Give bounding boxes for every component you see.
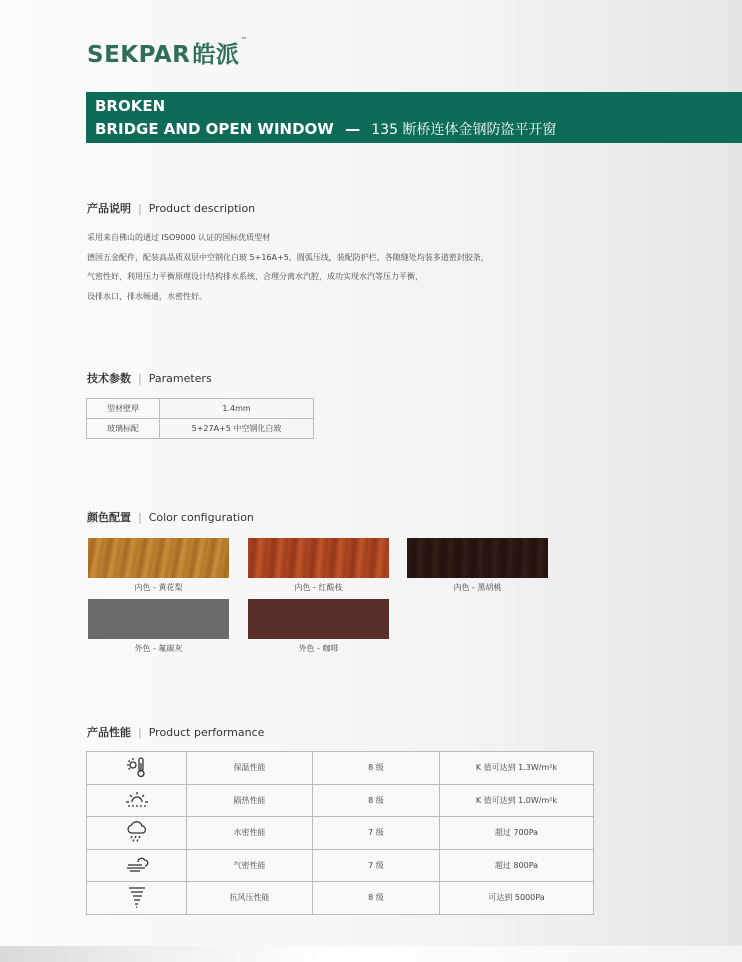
section-separator: | [138, 511, 142, 524]
param-value: 1.4mm [160, 399, 314, 419]
banner-title-line2 [95, 119, 556, 139]
table-row [87, 882, 594, 915]
performance-grade: 7 级 [313, 849, 440, 882]
parameters-table [86, 398, 314, 439]
performance-grade: 7 级 [313, 817, 440, 850]
title-banner [86, 92, 742, 143]
color-label: 外色 - 氟碳灰 [134, 644, 183, 653]
color-label: 外色 - 咖啡 [298, 644, 339, 653]
section-separator: | [138, 372, 142, 385]
banner-title-en: BRIDGE AND OPEN WINDOW [95, 120, 334, 138]
section-title-zh: 产品说明 [87, 202, 131, 215]
color-swatch-hongsuanzhi [248, 538, 389, 578]
section-title-en: Product description [148, 202, 256, 215]
performance-value: 超过 700Pa [440, 817, 594, 850]
bottom-decoration-bar [0, 946, 742, 962]
brand-logo [87, 36, 248, 69]
section-title-zh: 技术参数 [87, 372, 131, 385]
performance-name: 隔热性能 [187, 784, 313, 817]
logo-en: SEKPAR [87, 42, 191, 68]
section-title-zh: 颜色配置 [87, 511, 131, 524]
param-key: 型材壁厚 [87, 399, 160, 419]
banner-title-zh: 135 断桥连体金钢防盗平开窗 [371, 122, 557, 138]
performance-value: 可达到 5000Pa [440, 882, 594, 915]
color-swatch-heihutao [407, 538, 548, 578]
performance-value: K 值可达到 1.3W/m²k [440, 752, 594, 785]
description-line: 德国五金配件，配装高品质双层中空钢化白玻 5+16A+5，圆弧压线，装配防护栏，各隙缝处均装多道密封胶条， [87, 252, 489, 262]
color-label: 内色 - 红酸枝 [294, 583, 343, 592]
cloud-rain-icon [125, 821, 149, 843]
wind-cloud-icon [125, 854, 149, 874]
color-swatch-coffee [248, 599, 389, 639]
table-row [87, 849, 594, 882]
section-title-en: Parameters [148, 372, 212, 385]
product-description [87, 228, 489, 306]
section-title-colors [87, 509, 254, 525]
tornado-icon [126, 885, 148, 909]
section-title-performance [87, 724, 264, 740]
banner-title-line1: BROKEN [95, 97, 166, 115]
performance-value: 超过 800Pa [440, 849, 594, 882]
color-swatch-fluorocarbon-gray [88, 599, 229, 639]
table-row [87, 752, 594, 785]
table-row [87, 399, 314, 419]
param-key: 玻璃标配 [87, 419, 160, 439]
banner-dash: — [345, 120, 361, 138]
performance-grade: 8 级 [313, 752, 440, 785]
performance-grade: 8 级 [313, 784, 440, 817]
section-separator: | [138, 726, 142, 739]
description-line: 设排水口，排水畅通，水密性好。 [87, 291, 207, 301]
color-label: 内色 - 黑胡桃 [453, 583, 502, 592]
sun-horizon-icon [125, 789, 149, 809]
table-row [87, 784, 594, 817]
color-swatch-huanghuali [88, 538, 229, 578]
performance-table [86, 751, 594, 915]
performance-value: K 值可达到 1.0W/m²k [440, 784, 594, 817]
performance-name: 水密性能 [187, 817, 313, 850]
description-line: 采用来自佛山的通过 ISO9000 认证的国标优质型材 [87, 233, 271, 242]
section-separator: | [138, 202, 142, 215]
section-title-en: Color configuration [148, 511, 254, 524]
performance-name: 保温性能 [187, 752, 313, 785]
section-title-en: Product performance [148, 726, 265, 739]
section-title-parameters [87, 370, 212, 386]
performance-name: 抗风压性能 [187, 882, 313, 915]
table-row [87, 817, 594, 850]
thermometer-sun-icon [126, 756, 148, 778]
logo-tm: ™ [240, 36, 248, 44]
section-title-description [87, 200, 255, 216]
param-value: 5+27A+5 中空钢化白玻 [160, 419, 314, 439]
table-row [87, 419, 314, 439]
color-label: 内色 - 黄花梨 [134, 583, 183, 592]
description-line: 气密性好，利用压力平衡原理设计结构排水系统，合理分离水汽腔，成功实现水汽等压力平衡， [87, 272, 423, 281]
performance-grade: 8 级 [313, 882, 440, 915]
performance-name: 气密性能 [187, 849, 313, 882]
logo-zh: 皓派 [192, 42, 240, 68]
section-title-zh: 产品性能 [87, 726, 131, 739]
